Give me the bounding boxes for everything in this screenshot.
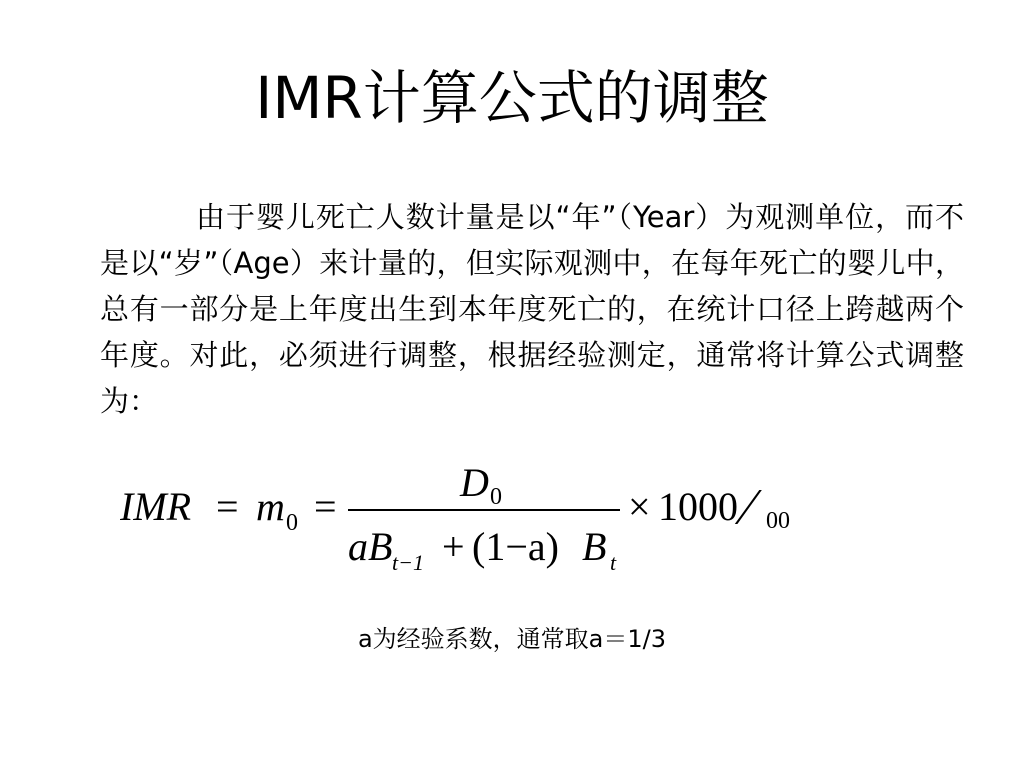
formula-permil-zeros: 00 [766,508,790,534]
formula-numerator-sub: 0 [490,484,502,510]
formula-svg [120,458,840,586]
formula-numerator-D: D [460,460,489,505]
formula-equals-2: = [314,484,337,529]
formula-times: × [628,484,651,529]
formula-denominator-sub1: t−1 [392,550,424,575]
formula-denominator-sub2: t [610,550,617,575]
formula-denominator-aB: aB [348,524,393,569]
imr-formula [120,458,840,586]
formula-constant: 1000 [658,484,738,529]
formula-m-sub: 0 [286,510,298,536]
formula-permil-slash: ⁄ [744,479,753,536]
formula-m: m [256,484,285,529]
formula-denominator-plus: + [442,524,465,569]
formula-denominator-B: B [582,524,607,569]
coefficient-note: a为经验系数，通常取a＝1/3 [357,625,667,653]
formula-lhs: IMR [120,484,192,529]
formula-denominator-paren: (1−a) [472,524,559,569]
slide-title: IMR计算公式的调整 [255,64,769,132]
body-paragraph: 由于婴儿死亡人数计量是以“年”（Year）为观测单位，而不是以“岁”（Age）来计量的，但实际观测中，在每年死亡的婴儿中，总有一部分是上年度出生到本年度死亡的，在统计口径上跨越两个年度。对此，必须进行调整，根据经验测定，通常将计算公式调整为： [100,200,964,418]
formula-equals-1: = [216,484,239,529]
